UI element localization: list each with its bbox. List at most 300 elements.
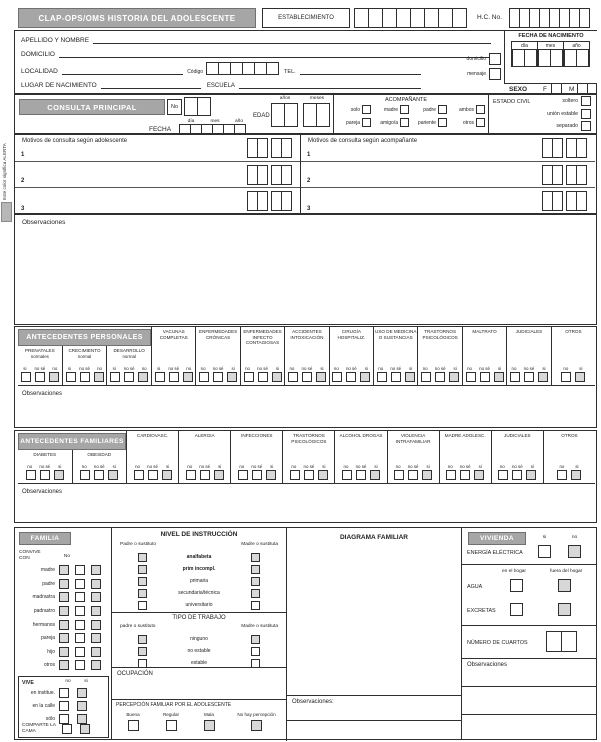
tel-mensaje-label: mensaje — [467, 71, 486, 77]
convive-checkbox[interactable] — [91, 660, 101, 670]
option-label: no sé — [434, 366, 446, 371]
familia-member-label: hermanos — [32, 621, 55, 628]
antecedentes-familiares-title: ANTECEDENTES FAMILIARES — [18, 433, 126, 450]
digit-cell[interactable] — [184, 97, 198, 116]
option-label: si — [165, 464, 170, 469]
option-label: no — [467, 366, 472, 371]
acompanante-checkbox[interactable] — [400, 105, 409, 114]
check-no[interactable] — [557, 470, 567, 480]
agua-fuera-checkbox[interactable] — [558, 579, 571, 592]
check-no[interactable] — [498, 470, 508, 480]
motivos-section — [14, 134, 597, 214]
check-no[interactable] — [290, 470, 300, 480]
convive-checkbox[interactable] — [59, 565, 69, 575]
estado-civil-checkbox[interactable] — [581, 96, 591, 106]
option-label: no sé — [257, 366, 268, 371]
check-no[interactable] — [238, 470, 248, 480]
trabajo-padre-checkbox[interactable] — [138, 647, 147, 656]
antecedent-column — [417, 327, 461, 385]
check-nos[interactable] — [169, 372, 179, 382]
fecha-dia-header: día — [187, 119, 195, 124]
tel-input-line[interactable] — [300, 66, 421, 75]
digit-cell[interactable] — [424, 8, 439, 28]
vivienda-observaciones-line-1[interactable] — [462, 686, 596, 687]
convive-checkbox[interactable] — [75, 647, 85, 657]
check-nos[interactable] — [148, 470, 158, 480]
motivo-code-cell[interactable] — [281, 165, 292, 185]
convive-checkbox[interactable] — [75, 565, 85, 575]
percepcion-checkbox[interactable] — [128, 720, 139, 731]
convive-checkbox[interactable] — [75, 633, 85, 643]
antecedent-checkboxes — [134, 470, 172, 480]
option-label: si — [322, 464, 326, 469]
convive-checkbox[interactable] — [91, 647, 101, 657]
motivo-row — [301, 188, 595, 215]
check-nos[interactable] — [213, 372, 223, 382]
acompanante-title: ACOMPAÑANTE — [385, 97, 428, 103]
convive-checkbox[interactable] — [59, 647, 69, 657]
check-si[interactable] — [108, 470, 118, 480]
antecedent-label: CIRUGÍA HOSPITALIZ. — [337, 329, 366, 340]
motivo-row — [15, 188, 300, 215]
observaciones-label: Observaciones — [22, 219, 66, 226]
instruccion-level-row — [112, 599, 286, 611]
instruccion-padre-header: Padre o sustituto — [120, 542, 156, 547]
option-label: no — [378, 366, 384, 371]
antecedent-label: OTROS — [561, 433, 578, 438]
check-nos[interactable] — [435, 372, 445, 382]
option-label: no sé — [301, 366, 313, 371]
estado-civil-checkbox[interactable] — [581, 121, 591, 131]
option-label: no — [81, 464, 87, 469]
option-label: no sé — [459, 464, 471, 469]
check-no[interactable] — [561, 372, 571, 382]
check-si[interactable] — [66, 372, 76, 382]
antecedent-option-headers — [240, 366, 285, 371]
acompanante-checkbox[interactable] — [362, 118, 371, 127]
instruccion-level-row — [112, 575, 286, 587]
check-nos[interactable] — [346, 372, 356, 382]
diagrama-observaciones-box[interactable] — [287, 695, 461, 741]
digit-cell[interactable] — [368, 8, 383, 28]
mes-cell[interactable] — [550, 50, 563, 66]
option-label: no sé — [345, 366, 357, 371]
digit-cell[interactable] — [266, 62, 279, 75]
check-nos[interactable] — [124, 372, 134, 382]
check-no[interactable] — [94, 372, 104, 382]
option-label: no sé — [199, 464, 211, 469]
observaciones-section[interactable] — [14, 214, 597, 325]
antecedent-column — [72, 450, 127, 483]
check-no[interactable] — [421, 372, 431, 382]
vive-si-checkbox[interactable] — [77, 688, 87, 698]
option-label: no — [563, 366, 569, 371]
instruccion-padre-checkbox[interactable] — [138, 589, 147, 598]
sexo-m-checkbox[interactable] — [577, 83, 588, 94]
check-no[interactable] — [80, 470, 90, 480]
check-nos[interactable] — [304, 470, 314, 480]
digit-cell[interactable] — [396, 8, 411, 28]
fn-mes-column — [537, 41, 564, 67]
check-nos[interactable] — [252, 470, 262, 480]
trabajo-padre-checkbox[interactable] — [138, 659, 147, 668]
check-nos[interactable] — [258, 372, 268, 382]
digit-cell[interactable] — [561, 631, 577, 652]
check-nos[interactable] — [356, 470, 366, 480]
check-si[interactable] — [526, 470, 536, 480]
ap-observaciones-label: Observaciones — [22, 391, 63, 397]
antecedent-column — [195, 327, 239, 385]
agua-hogar-checkbox[interactable] — [510, 579, 523, 592]
motivo-code-cells — [247, 191, 292, 211]
check-no[interactable] — [138, 372, 148, 382]
antecedent-option-headers — [22, 464, 67, 469]
digit-cell[interactable] — [410, 8, 425, 28]
check-si[interactable] — [449, 372, 459, 382]
convive-con-label: CONVIVE CON — [19, 550, 41, 562]
check-nos[interactable] — [80, 372, 90, 382]
convive-checkbox[interactable] — [75, 592, 85, 602]
check-no[interactable] — [288, 372, 298, 382]
vivienda-observaciones-box[interactable] — [462, 658, 596, 741]
acompanante-checkbox[interactable] — [476, 105, 485, 114]
antecedent-label: JUDICIALES — [504, 433, 531, 438]
antecedent-checkboxes — [290, 470, 328, 480]
check-si[interactable] — [110, 372, 120, 382]
check-nos[interactable] — [480, 372, 490, 382]
acompanante-option-label: pareja — [346, 119, 360, 126]
sexo-f-checkbox[interactable] — [551, 83, 562, 94]
option-label: si — [112, 464, 116, 469]
check-nos[interactable] — [460, 470, 470, 480]
antecedent-column — [152, 327, 195, 385]
motivo-code-cell[interactable] — [281, 191, 292, 211]
familia-member-label: otros — [43, 662, 55, 669]
convive-checkbox[interactable] — [59, 660, 69, 670]
convive-checkbox[interactable] — [59, 620, 69, 630]
tel-mensaje-checkbox[interactable] — [489, 68, 501, 80]
vivienda-box — [462, 528, 596, 739]
convive-checkbox[interactable] — [59, 606, 69, 616]
convive-checkbox[interactable] — [59, 592, 69, 602]
comparte-si-checkbox[interactable] — [80, 724, 90, 734]
convive-checkbox[interactable] — [91, 633, 101, 643]
check-no[interactable] — [244, 372, 254, 382]
percepcion-option-label: Mala — [204, 712, 214, 717]
convive-checkbox[interactable] — [91, 592, 101, 602]
acompanante-checkbox[interactable] — [362, 105, 371, 114]
localidad-input-line[interactable] — [62, 66, 183, 75]
instruccion-padre-checkbox[interactable] — [138, 565, 147, 574]
check-nos[interactable] — [524, 372, 534, 382]
option-label: si — [67, 366, 72, 371]
digit-cell[interactable] — [234, 124, 246, 134]
codigo-cells — [206, 62, 279, 75]
vive-si-checkbox[interactable] — [77, 701, 87, 711]
option-label: no — [97, 366, 102, 371]
check-si[interactable] — [227, 372, 237, 382]
antecedent-option-headers — [151, 366, 196, 371]
antecedent-column — [329, 327, 373, 385]
check-si[interactable] — [272, 372, 282, 382]
option-label: no — [135, 464, 140, 469]
option-label: no — [186, 366, 192, 371]
motivo-row — [301, 162, 595, 189]
vive-no-checkbox[interactable] — [59, 688, 69, 698]
check-si[interactable] — [316, 372, 326, 382]
instruccion-padre-checkbox[interactable] — [138, 577, 147, 586]
antecedentes-personales-title: ANTECEDENTES PERSONALES — [18, 329, 151, 346]
antecedent-column — [127, 431, 178, 483]
check-no[interactable] — [342, 470, 352, 480]
check-nos[interactable] — [391, 372, 401, 382]
motivo-code-cell[interactable] — [552, 138, 563, 158]
check-no[interactable] — [26, 470, 36, 480]
convive-checkbox[interactable] — [91, 565, 101, 575]
antecedent-checkboxes — [288, 372, 326, 382]
check-no[interactable] — [183, 372, 193, 382]
check-nos[interactable] — [408, 470, 418, 480]
antecedent-column — [373, 327, 417, 385]
motivo-code-cell[interactable] — [576, 191, 587, 211]
energia-si-checkbox[interactable] — [538, 545, 551, 558]
convive-checkbox[interactable] — [59, 633, 69, 643]
check-si[interactable] — [54, 470, 64, 480]
check-no[interactable] — [134, 470, 144, 480]
familia-member-label: madre — [40, 567, 55, 574]
instruccion-madre-checkbox[interactable] — [251, 577, 260, 586]
convive-checkbox[interactable] — [75, 579, 85, 589]
trabajo-madre-checkbox[interactable] — [251, 635, 260, 644]
instruccion-madre-checkbox[interactable] — [251, 601, 260, 610]
antecedent-option-headers — [554, 464, 584, 469]
antecedent-label: USO DE MEDICINA O SUSTANCIAS — [375, 329, 417, 340]
ano-cell[interactable] — [576, 50, 589, 66]
acompanante-option-label: pariente — [417, 119, 436, 126]
antecedent-checkboxes — [421, 372, 459, 382]
edad-meses-cells — [303, 103, 330, 127]
digit-cell[interactable] — [197, 97, 211, 116]
fn-ano-column — [563, 41, 590, 67]
dia-cell[interactable] — [524, 50, 537, 66]
check-no[interactable] — [446, 470, 456, 480]
tel-label: TEL. — [284, 69, 296, 75]
trabajo-madre-checkbox[interactable] — [251, 659, 260, 668]
antecedent-label: OTROS — [565, 329, 582, 334]
check-no[interactable] — [510, 372, 520, 382]
sexo-label: SEXO — [509, 86, 528, 93]
vive-si-checkbox[interactable] — [77, 714, 87, 724]
percepcion-checkbox[interactable] — [204, 720, 215, 731]
check-no[interactable] — [49, 372, 59, 382]
check-nos[interactable] — [200, 470, 210, 480]
check-si[interactable] — [405, 372, 415, 382]
check-nos[interactable] — [512, 470, 522, 480]
percepcion-checkbox[interactable] — [251, 720, 262, 731]
check-si[interactable] — [494, 372, 504, 382]
check-si[interactable] — [370, 470, 380, 480]
option-label: si — [478, 464, 482, 469]
en-hogar-header: en el hogar — [502, 569, 527, 574]
fn-dia-column — [511, 41, 538, 67]
convive-checkbox[interactable] — [91, 606, 101, 616]
digit-cell[interactable] — [382, 8, 397, 28]
diagrama-familiar-title: DIAGRAMA FAMILIAR — [339, 534, 408, 541]
antecedent-column — [18, 346, 62, 385]
instruccion-level-row — [112, 563, 286, 575]
convive-checkbox[interactable] — [75, 606, 85, 616]
digit-cell[interactable] — [284, 103, 298, 127]
trabajo-madre-checkbox[interactable] — [251, 647, 260, 656]
excretas-hogar-checkbox[interactable] — [510, 603, 523, 616]
digit-cell[interactable] — [316, 103, 330, 127]
convive-checkbox[interactable] — [91, 579, 101, 589]
check-nos[interactable] — [302, 372, 312, 382]
consulta-no-cells — [184, 97, 211, 116]
acompanante-checkbox[interactable] — [438, 105, 447, 114]
energia-no-checkbox[interactable] — [568, 545, 581, 558]
digit-cell[interactable] — [354, 8, 369, 28]
check-nos[interactable] — [94, 470, 104, 480]
antecedent-column — [462, 327, 506, 385]
instruccion-madre-checkbox[interactable] — [251, 553, 260, 562]
check-no[interactable] — [332, 372, 342, 382]
antecedent-checkboxes — [446, 470, 484, 480]
antecedent-checkboxes — [110, 372, 148, 382]
vivienda-no-header: no — [571, 535, 578, 540]
antecedent-label: VIOLENCIA INTRAFAMILIAR — [395, 433, 431, 444]
antecedent-column — [334, 431, 386, 483]
instruccion-padre-checkbox[interactable] — [138, 601, 147, 610]
check-no[interactable] — [466, 372, 476, 382]
check-si[interactable] — [318, 470, 328, 480]
antecedent-label: CRECIMIENTO — [68, 348, 101, 353]
check-si[interactable] — [422, 470, 432, 480]
option-label: si — [409, 366, 413, 371]
comparte-no-checkbox[interactable] — [62, 724, 72, 734]
familia-box — [15, 528, 112, 739]
lugar-input-line[interactable] — [101, 80, 201, 89]
excretas-fuera-checkbox[interactable] — [558, 603, 571, 616]
check-si[interactable] — [266, 470, 276, 480]
convive-checkbox[interactable] — [75, 620, 85, 630]
digit-cell[interactable] — [271, 103, 285, 127]
diagrama-observaciones-label: Observaciones: — [292, 699, 334, 705]
edad-meses-header: meses — [309, 96, 325, 101]
antecedent-column — [387, 431, 439, 483]
instruccion-madre-checkbox[interactable] — [251, 589, 260, 598]
antecedent-column — [491, 431, 543, 483]
edad-label: EDAD — [253, 113, 270, 119]
option-label: si — [270, 464, 274, 469]
check-si[interactable] — [571, 470, 581, 480]
percepcion-box — [112, 700, 287, 741]
check-nos[interactable] — [40, 470, 50, 480]
check-si[interactable] — [474, 470, 484, 480]
antecedent-label: OBESIDAD — [87, 452, 112, 457]
tel-domicilio-checkbox[interactable] — [489, 53, 501, 65]
motivo-code-cell[interactable] — [257, 165, 268, 185]
check-no[interactable] — [199, 372, 209, 382]
motivo-code-cell[interactable] — [576, 138, 587, 158]
antecedent-option-headers — [62, 366, 107, 371]
convive-checkbox[interactable] — [59, 579, 69, 589]
check-si[interactable] — [21, 372, 31, 382]
ocupacion-box[interactable] — [112, 668, 287, 700]
familia-member-row — [15, 632, 112, 645]
motivo-code-cell[interactable] — [257, 138, 268, 158]
antecedent-checkboxes — [66, 372, 104, 382]
check-si[interactable] — [360, 372, 370, 382]
antecedent-label: MADRE ADOLESC. — [444, 433, 486, 438]
escuela-input-line[interactable] — [239, 80, 421, 89]
estado-civil-checkbox[interactable] — [581, 109, 591, 119]
option-label: no sé — [511, 464, 523, 469]
trabajo-padre-checkbox[interactable] — [138, 635, 147, 644]
check-nos[interactable] — [35, 372, 45, 382]
option-label: no sé — [303, 464, 315, 469]
digit-cell[interactable] — [579, 8, 590, 28]
motivos-acompanante-panel — [301, 135, 595, 213]
vive-no-checkbox[interactable] — [59, 701, 69, 711]
antecedent-option-headers — [284, 366, 329, 371]
check-si[interactable] — [538, 372, 548, 382]
instruccion-madre-checkbox[interactable] — [251, 565, 260, 574]
option-label: no — [499, 464, 505, 469]
digit-cell[interactable] — [452, 8, 467, 28]
digit-cell[interactable] — [303, 103, 317, 127]
percepcion-checkbox[interactable] — [166, 720, 177, 731]
check-si[interactable] — [162, 470, 172, 480]
trabajo-type-label: no estable — [187, 648, 211, 654]
convive-checkbox[interactable] — [91, 620, 101, 630]
acompanante-checkbox[interactable] — [438, 118, 447, 127]
antecedent-sublabel: normal — [122, 353, 136, 359]
check-no[interactable] — [394, 470, 404, 480]
estado-civil-title: ESTADO CIVIL — [493, 99, 531, 105]
digit-cell[interactable] — [546, 631, 562, 652]
motivos-adolescente-panel — [15, 135, 301, 213]
check-no[interactable] — [377, 372, 387, 382]
antecedent-option-headers — [373, 366, 418, 371]
af-observaciones-label: Observaciones — [22, 489, 63, 495]
check-no[interactable] — [186, 470, 196, 480]
alert-color-note: Este color significa ALERTA — [2, 143, 7, 200]
motivo-code-cell[interactable] — [257, 191, 268, 211]
check-si[interactable] — [214, 470, 224, 480]
vivienda-observaciones-line-2[interactable] — [462, 714, 596, 715]
diagrama-observaciones-line[interactable] — [287, 720, 461, 721]
fecha-cells — [179, 124, 246, 134]
antecedent-option-headers — [506, 366, 551, 371]
check-si[interactable] — [155, 372, 165, 382]
apellido-input-line[interactable] — [93, 35, 491, 44]
antecedent-checkboxes — [332, 372, 370, 382]
vive-no-checkbox[interactable] — [59, 714, 69, 724]
motivo-code-cell[interactable] — [552, 191, 563, 211]
digit-cell[interactable] — [438, 8, 453, 28]
acompanante-checkbox[interactable] — [400, 118, 409, 127]
motivo-code-cell[interactable] — [552, 165, 563, 185]
antecedent-checkboxes — [199, 372, 237, 382]
check-si[interactable] — [575, 372, 585, 382]
convive-checkbox[interactable] — [75, 660, 85, 670]
motivo-code-cell[interactable] — [281, 138, 292, 158]
instruccion-padre-checkbox[interactable] — [138, 553, 147, 562]
motivo-code-cell[interactable] — [576, 165, 587, 185]
tel-mensaje-row — [415, 68, 501, 80]
acompanante-checkbox[interactable] — [476, 118, 485, 127]
